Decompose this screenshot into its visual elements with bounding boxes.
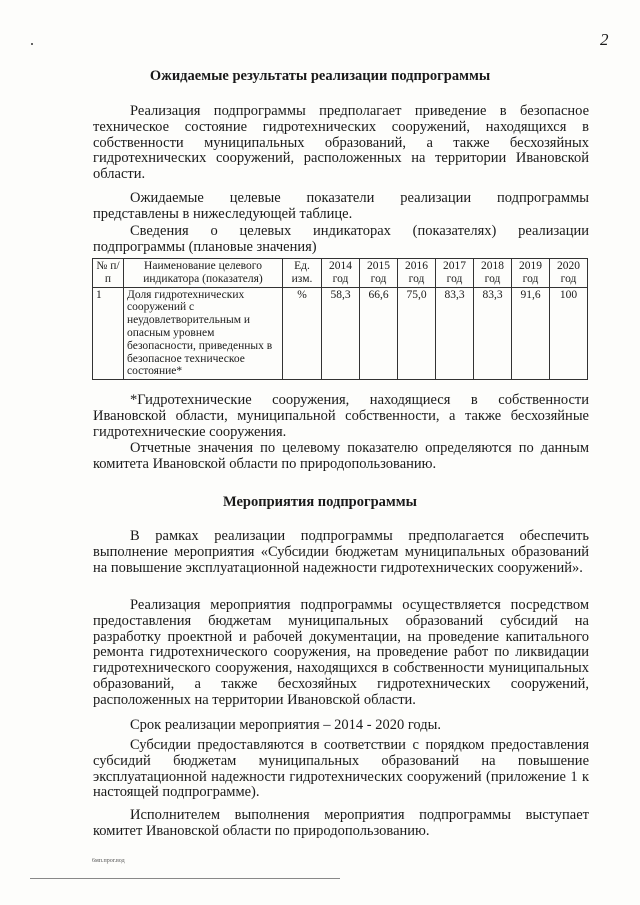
header-year-2017: 2017 год — [436, 259, 474, 288]
cell-value-2015: 66,6 — [360, 287, 398, 380]
section-title-results: Ожидаемые результаты реализации подпрограммы — [149, 68, 491, 84]
paragraph-results-2: Ожидаемые целевые показатели реализации подпрограммы представлены в нижеследующей таблице. — [93, 190, 589, 222]
header-num: № п/п — [93, 259, 124, 288]
cell-unit: % — [283, 287, 322, 380]
section-title-measures: Мероприятия подпрограммы — [223, 494, 417, 510]
table-header-row — [93, 259, 588, 288]
cell-value-2020: 100 — [550, 287, 588, 380]
header-year-2016: 2016 год — [398, 259, 436, 288]
cell-num: 1 — [93, 287, 124, 380]
paragraph-measures-2: Реализация мероприятия подпрограммы осуществляется посредством предоставления бюджетам муниципальных образований субсидий на разработку проектной и рабочей документации, на проведение капитального ремонта гидротехнического сооружения, на проведение работ по ликвидации гидротехнического сооружения, находящихся в собственности муниципальных образований, а также бесхозяйных гидротехнических сооружений, расположенных на территории Ивановской области. — [93, 597, 589, 708]
cell-value-2018: 83,3 — [474, 287, 512, 380]
header-name: Наименование целевого индикатора (показателя) — [124, 259, 283, 288]
cell-name: Доля гидротехнических сооружений с неудовлетворительным и опасным уровнем безопасности, приведенных в безопасное техническое состояние* — [124, 287, 283, 380]
indicators-table — [92, 258, 588, 380]
paragraph-measures-4: Субсидии предоставляются в соответствии с порядком предоставления субсидий бюджетам муниципальных образований на повышение эксплуатационной надежности гидротехнических сооружений (приложение 1 к настоящей подпрограмме). — [93, 737, 589, 801]
header-year-2014: 2014 год — [322, 259, 360, 288]
cell-value-2016: 75,0 — [398, 287, 436, 380]
paragraph-measures-1: В рамках реализации подпрограммы предполагается обеспечить выполнение мероприятия «Субсидии бюджетам муниципальных образований на повышение эксплуатационной надежности гидротехнических сооружений». — [93, 528, 589, 576]
cell-value-2014: 58,3 — [322, 287, 360, 380]
paragraph-results-3: Сведения о целевых индикаторах (показателях) реализации подпрограммы (плановые значения) — [93, 223, 589, 255]
cell-value-2017: 83,3 — [436, 287, 474, 380]
header-year-2015: 2015 год — [360, 259, 398, 288]
cell-value-2019: 91,6 — [512, 287, 550, 380]
header-year-2020: 2020 год — [550, 259, 588, 288]
paragraph-measures-5: Исполнителем выполнения мероприятия подпрограммы выступает комитет Ивановской области по природопользованию. — [93, 807, 589, 839]
scan-speck — [31, 43, 33, 45]
report-note: Отчетные значения по целевому показателю определяются по данным комитета Ивановской области по природопользованию. — [93, 440, 589, 472]
page-number: 2 — [600, 30, 609, 49]
header-year-2019: 2019 год — [512, 259, 550, 288]
paragraph-results-1: Реализация подпрограммы предполагает приведение в безопасное техническое состояние гидротехнических сооружений, находящихся в собственности муниципальных образований, а также бесхозяйных гидротехнических сооружений, расположенных на территории Ивановской области. — [93, 103, 589, 183]
scan-edge-line — [30, 878, 340, 879]
footer-file-mark: 6мп.прог.вод — [92, 858, 125, 864]
table-row — [93, 287, 588, 380]
paragraph-measures-3: Срок реализации мероприятия – 2014 - 2020 годы. — [130, 717, 442, 733]
footnote: *Гидротехнические сооружения, находящиеся в собственности Ивановской области, муниципальной собственности, а также бесхозяйные гидротехнические сооружения. — [93, 392, 589, 440]
header-unit: Ед. изм. — [283, 259, 322, 288]
header-year-2018: 2018 год — [474, 259, 512, 288]
